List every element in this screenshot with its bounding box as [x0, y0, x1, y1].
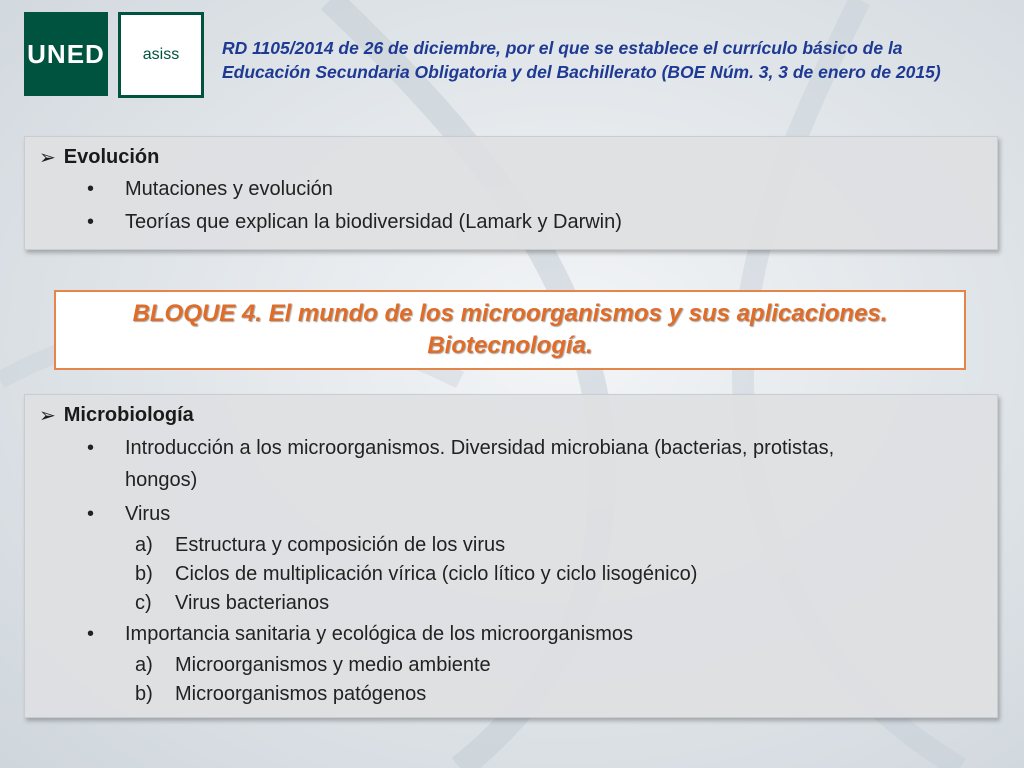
microbiologia-heading: ➢ Microbiología: [39, 404, 194, 427]
bloque-title-box: [54, 290, 966, 370]
asiss-logo: asiss: [118, 12, 204, 98]
evolucion-box: [24, 136, 998, 250]
microbiologia-box: [24, 394, 998, 718]
sub-list-item: c) Virus bacterianos: [135, 592, 330, 614]
arrow-bullet-icon: ➢: [39, 147, 56, 169]
sub-list-item: a) Estructura y composición de los virus: [135, 534, 506, 556]
bullet-icon: •: [87, 623, 95, 645]
list-item-continuation: hongos): [125, 469, 198, 491]
header-line-1: RD 1105/2014 de 26 de diciembre, por el que se establece el currículo básico de la: [222, 38, 903, 58]
uned-logo: UNED: [24, 12, 108, 96]
list-item: • Importancia sanitaria y ecológica de los microorganismos: [87, 623, 634, 645]
bullet-icon: •: [87, 437, 95, 459]
evolucion-heading: ➢ Evolución: [39, 146, 160, 169]
sub-list-item: b) Ciclos de multiplicación vírica (ciclo lítico y ciclo lisogénico): [135, 563, 698, 585]
arrow-bullet-icon: ➢: [39, 405, 56, 427]
bullet-icon: •: [87, 211, 95, 233]
header-reference: [222, 36, 1002, 84]
bloque-title-line-1: BLOQUE 4. El mundo de los microorganismos y sus aplicaciones.: [132, 300, 888, 327]
header-line-2: Educación Secundaria Obligatoria y del Bachillerato (BOE Núm. 3, 3 de enero de 2015): [222, 62, 941, 82]
list-item: • Mutaciones y evolución: [87, 178, 333, 200]
list-item: • Teorías que explican la biodiversidad (Lamark y Darwin): [87, 211, 622, 233]
bullet-icon: •: [87, 503, 95, 525]
sub-list-item: b) Microorganismos patógenos: [135, 683, 427, 705]
list-item: • Introducción a los microorganismos. Diversidad microbiana (bacterias, protistas,: [87, 437, 835, 459]
sub-list-item: a) Microorganismos y medio ambiente: [135, 654, 491, 676]
bloque-title-line-2: Biotecnología.: [427, 332, 593, 359]
list-item: • Virus: [87, 503, 171, 525]
bullet-icon: •: [87, 178, 95, 200]
